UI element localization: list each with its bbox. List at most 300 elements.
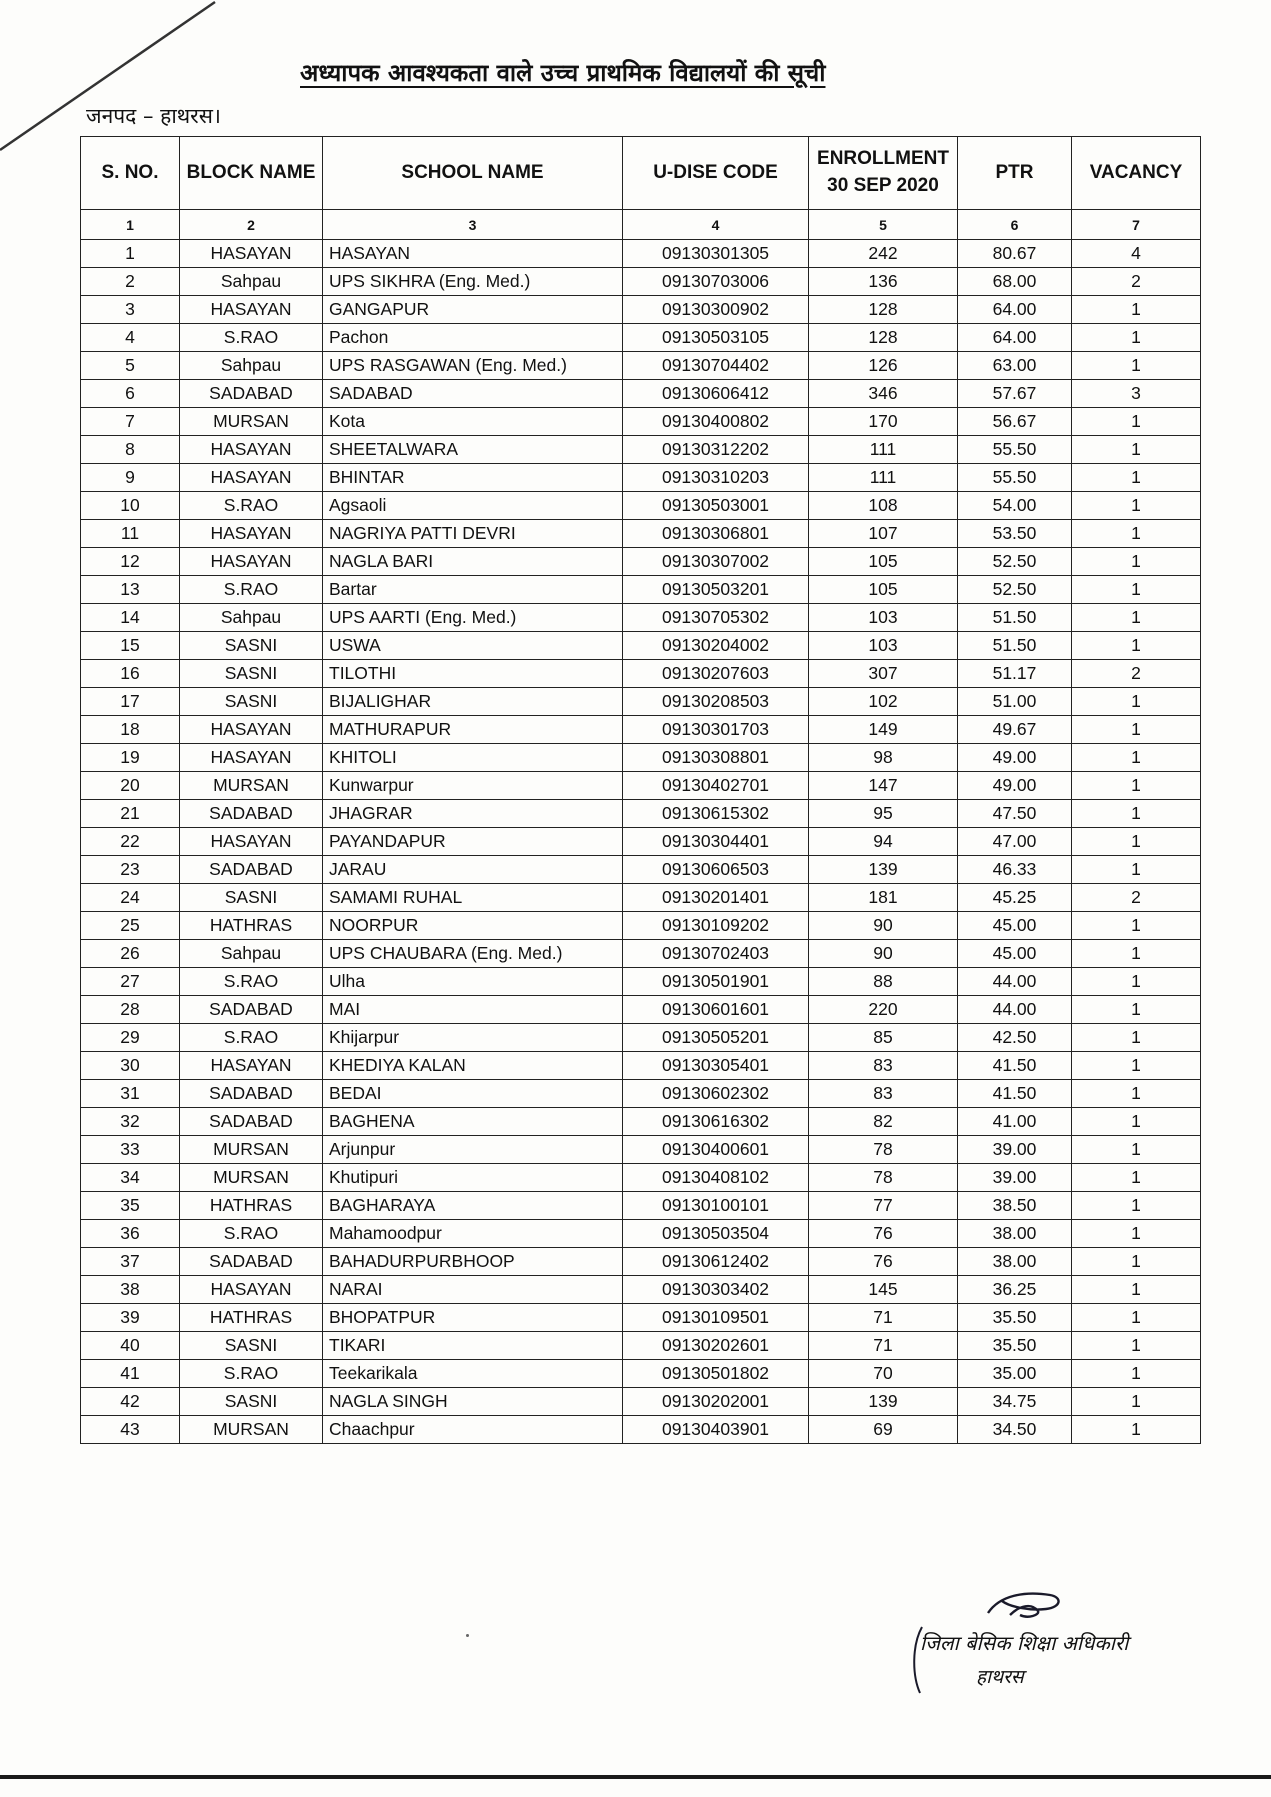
udise-cell: 09130307002 xyxy=(623,548,809,576)
block-cell: SADABAD xyxy=(180,996,323,1024)
school-cell: BIJALIGHAR xyxy=(323,688,623,716)
school-cell: Ulha xyxy=(323,968,623,996)
udise-cell: 09130202001 xyxy=(623,1388,809,1416)
enrollment-cell: 307 xyxy=(809,660,958,688)
block-cell: S.RAO xyxy=(180,324,323,352)
serial-cell: 27 xyxy=(81,968,180,996)
scan-bottom-edge xyxy=(0,1775,1271,1779)
enrollment-cell: 83 xyxy=(809,1052,958,1080)
block-cell: HASAYAN xyxy=(180,240,323,268)
enrollment-cell: 149 xyxy=(809,716,958,744)
block-cell: HASAYAN xyxy=(180,744,323,772)
serial-cell: 35 xyxy=(81,1192,180,1220)
column-header: PTR xyxy=(958,137,1072,210)
enrollment-cell: 136 xyxy=(809,268,958,296)
udise-cell: 09130503201 xyxy=(623,576,809,604)
enrollment-cell: 71 xyxy=(809,1304,958,1332)
table-row xyxy=(81,996,1201,1024)
table-row xyxy=(81,352,1201,380)
block-cell: SASNI xyxy=(180,660,323,688)
school-cell: UPS CHAUBARA (Eng. Med.) xyxy=(323,940,623,968)
table-row xyxy=(81,1052,1201,1080)
column-number: 5 xyxy=(809,210,958,240)
block-cell: SASNI xyxy=(180,884,323,912)
ptr-cell: 49.67 xyxy=(958,716,1072,744)
vacancy-cell: 1 xyxy=(1072,1164,1201,1192)
ptr-cell: 38.00 xyxy=(958,1248,1072,1276)
enrollment-cell: 76 xyxy=(809,1220,958,1248)
udise-cell: 09130201401 xyxy=(623,884,809,912)
enrollment-cell: 107 xyxy=(809,520,958,548)
ptr-cell: 41.50 xyxy=(958,1052,1072,1080)
ptr-cell: 51.50 xyxy=(958,604,1072,632)
serial-cell: 2 xyxy=(81,268,180,296)
enrollment-cell: 78 xyxy=(809,1136,958,1164)
serial-cell: 3 xyxy=(81,296,180,324)
enrollment-cell: 76 xyxy=(809,1248,958,1276)
signature-scribble xyxy=(980,1585,1070,1625)
block-cell: HASAYAN xyxy=(180,716,323,744)
school-cell: BAGHARAYA xyxy=(323,1192,623,1220)
enrollment-cell: 147 xyxy=(809,772,958,800)
udise-cell: 09130304401 xyxy=(623,828,809,856)
school-cell: BAHADURPURBHOOP xyxy=(323,1248,623,1276)
signature-designation: जिला बेसिक शिक्षा अधिकारी xyxy=(920,1631,1129,1655)
table-header-row xyxy=(81,137,1201,210)
udise-cell: 09130402701 xyxy=(623,772,809,800)
enrollment-cell: 128 xyxy=(809,324,958,352)
school-cell: GANGAPUR xyxy=(323,296,623,324)
ptr-cell: 64.00 xyxy=(958,296,1072,324)
vacancy-cell: 1 xyxy=(1072,324,1201,352)
ptr-cell: 36.25 xyxy=(958,1276,1072,1304)
ptr-cell: 55.50 xyxy=(958,464,1072,492)
ptr-cell: 57.67 xyxy=(958,380,1072,408)
udise-cell: 09130602302 xyxy=(623,1080,809,1108)
enrollment-cell: 181 xyxy=(809,884,958,912)
ptr-cell: 51.50 xyxy=(958,632,1072,660)
serial-cell: 14 xyxy=(81,604,180,632)
enrollment-cell: 242 xyxy=(809,240,958,268)
table-row xyxy=(81,968,1201,996)
udise-cell: 09130503504 xyxy=(623,1220,809,1248)
vacancy-cell: 2 xyxy=(1072,660,1201,688)
column-header: U-DISE CODE xyxy=(623,137,809,210)
column-header: SCHOOL NAME xyxy=(323,137,623,210)
block-cell: S.RAO xyxy=(180,968,323,996)
ptr-cell: 80.67 xyxy=(958,240,1072,268)
vacancy-cell: 1 xyxy=(1072,856,1201,884)
vacancy-cell: 1 xyxy=(1072,520,1201,548)
table-row xyxy=(81,1164,1201,1192)
table-row xyxy=(81,324,1201,352)
table-row xyxy=(81,1080,1201,1108)
table-row xyxy=(81,240,1201,268)
school-cell: BAGHENA xyxy=(323,1108,623,1136)
serial-cell: 15 xyxy=(81,632,180,660)
ptr-cell: 34.75 xyxy=(958,1388,1072,1416)
udise-cell: 09130505201 xyxy=(623,1024,809,1052)
table-row xyxy=(81,520,1201,548)
udise-cell: 09130207603 xyxy=(623,660,809,688)
udise-cell: 09130503105 xyxy=(623,324,809,352)
table-row xyxy=(81,408,1201,436)
school-cell: UPS RASGAWAN (Eng. Med.) xyxy=(323,352,623,380)
column-header: S. NO. xyxy=(81,137,180,210)
signature-place: हाथरस xyxy=(976,1666,1024,1688)
block-cell: HASAYAN xyxy=(180,548,323,576)
enrollment-cell: 85 xyxy=(809,1024,958,1052)
vacancy-cell: 1 xyxy=(1072,996,1201,1024)
serial-cell: 12 xyxy=(81,548,180,576)
school-cell: UPS SIKHRA (Eng. Med.) xyxy=(323,268,623,296)
table-row xyxy=(81,1360,1201,1388)
school-cell: BEDAI xyxy=(323,1080,623,1108)
enrollment-cell: 70 xyxy=(809,1360,958,1388)
block-cell: SADABAD xyxy=(180,1108,323,1136)
enrollment-cell: 102 xyxy=(809,688,958,716)
enrollment-cell: 71 xyxy=(809,1332,958,1360)
school-cell: KHITOLI xyxy=(323,744,623,772)
serial-cell: 25 xyxy=(81,912,180,940)
enrollment-cell: 111 xyxy=(809,464,958,492)
school-cell: Teekarikala xyxy=(323,1360,623,1388)
udise-cell: 09130308801 xyxy=(623,744,809,772)
ptr-cell: 68.00 xyxy=(958,268,1072,296)
vacancy-cell: 1 xyxy=(1072,940,1201,968)
ptr-cell: 49.00 xyxy=(958,772,1072,800)
enrollment-cell: 90 xyxy=(809,912,958,940)
block-cell: Sahpau xyxy=(180,352,323,380)
block-cell: SASNI xyxy=(180,688,323,716)
ptr-cell: 39.00 xyxy=(958,1136,1072,1164)
block-cell: MURSAN xyxy=(180,1164,323,1192)
serial-cell: 9 xyxy=(81,464,180,492)
block-cell: S.RAO xyxy=(180,1024,323,1052)
block-cell: SADABAD xyxy=(180,380,323,408)
ptr-cell: 44.00 xyxy=(958,996,1072,1024)
ptr-cell: 53.50 xyxy=(958,520,1072,548)
table-row xyxy=(81,632,1201,660)
serial-cell: 34 xyxy=(81,1164,180,1192)
serial-cell: 29 xyxy=(81,1024,180,1052)
block-cell: SADABAD xyxy=(180,1248,323,1276)
scan-speck xyxy=(466,1634,469,1637)
ptr-cell: 38.50 xyxy=(958,1192,1072,1220)
udise-cell: 09130310203 xyxy=(623,464,809,492)
school-cell: BHOPATPUR xyxy=(323,1304,623,1332)
ptr-cell: 51.17 xyxy=(958,660,1072,688)
enrollment-cell: 139 xyxy=(809,1388,958,1416)
table-row xyxy=(81,492,1201,520)
table-row xyxy=(81,268,1201,296)
serial-cell: 1 xyxy=(81,240,180,268)
vacancy-cell: 1 xyxy=(1072,408,1201,436)
udise-cell: 09130503001 xyxy=(623,492,809,520)
enrollment-cell: 220 xyxy=(809,996,958,1024)
vacancy-cell: 1 xyxy=(1072,1276,1201,1304)
ptr-cell: 41.00 xyxy=(958,1108,1072,1136)
enrollment-cell: 69 xyxy=(809,1416,958,1444)
block-cell: SADABAD xyxy=(180,856,323,884)
serial-cell: 30 xyxy=(81,1052,180,1080)
enrollment-cell: 88 xyxy=(809,968,958,996)
school-cell: MATHURAPUR xyxy=(323,716,623,744)
table-row xyxy=(81,576,1201,604)
ptr-cell: 49.00 xyxy=(958,744,1072,772)
school-cell: NAGLA BARI xyxy=(323,548,623,576)
school-cell: JHAGRAR xyxy=(323,800,623,828)
ptr-cell: 55.50 xyxy=(958,436,1072,464)
school-cell: BHINTAR xyxy=(323,464,623,492)
ptr-cell: 39.00 xyxy=(958,1164,1072,1192)
vacancy-cell: 1 xyxy=(1072,464,1201,492)
udise-cell: 09130400601 xyxy=(623,1136,809,1164)
vacancy-cell: 1 xyxy=(1072,772,1201,800)
page-title: अध्यापक आवश्यकता वाले उच्च प्राथमिक विद्यालयों की सूची xyxy=(300,59,826,87)
ptr-cell: 35.50 xyxy=(958,1304,1072,1332)
udise-cell: 09130301703 xyxy=(623,716,809,744)
column-number: 2 xyxy=(180,210,323,240)
vacancy-cell: 1 xyxy=(1072,968,1201,996)
ptr-cell: 35.00 xyxy=(958,1360,1072,1388)
vacancy-cell: 1 xyxy=(1072,576,1201,604)
ptr-cell: 42.50 xyxy=(958,1024,1072,1052)
vacancy-cell: 1 xyxy=(1072,688,1201,716)
serial-cell: 11 xyxy=(81,520,180,548)
serial-cell: 26 xyxy=(81,940,180,968)
udise-cell: 09130301305 xyxy=(623,240,809,268)
school-cell: Chaachpur xyxy=(323,1416,623,1444)
serial-cell: 43 xyxy=(81,1416,180,1444)
vacancy-cell: 1 xyxy=(1072,1052,1201,1080)
udise-cell: 09130612402 xyxy=(623,1248,809,1276)
serial-cell: 7 xyxy=(81,408,180,436)
school-cell: NARAI xyxy=(323,1276,623,1304)
school-cell: Arjunpur xyxy=(323,1136,623,1164)
enrollment-cell: 82 xyxy=(809,1108,958,1136)
table-row xyxy=(81,1136,1201,1164)
udise-cell: 09130109501 xyxy=(623,1304,809,1332)
serial-cell: 10 xyxy=(81,492,180,520)
enrollment-cell: 346 xyxy=(809,380,958,408)
ptr-cell: 45.00 xyxy=(958,912,1072,940)
school-cell: UPS AARTI (Eng. Med.) xyxy=(323,604,623,632)
school-cell: USWA xyxy=(323,632,623,660)
school-cell: Khutipuri xyxy=(323,1164,623,1192)
table-row xyxy=(81,296,1201,324)
ptr-cell: 56.67 xyxy=(958,408,1072,436)
school-cell: Bartar xyxy=(323,576,623,604)
block-cell: HASAYAN xyxy=(180,520,323,548)
udise-cell: 09130616302 xyxy=(623,1108,809,1136)
table-row xyxy=(81,1192,1201,1220)
serial-cell: 5 xyxy=(81,352,180,380)
table-row xyxy=(81,604,1201,632)
table-row xyxy=(81,688,1201,716)
enrollment-cell: 111 xyxy=(809,436,958,464)
serial-cell: 39 xyxy=(81,1304,180,1332)
table-row xyxy=(81,380,1201,408)
enrollment-cell: 83 xyxy=(809,1080,958,1108)
vacancy-cell: 1 xyxy=(1072,1024,1201,1052)
column-number: 1 xyxy=(81,210,180,240)
vacancy-cell: 3 xyxy=(1072,380,1201,408)
block-cell: HASAYAN xyxy=(180,1052,323,1080)
school-cell: Kota xyxy=(323,408,623,436)
table-row xyxy=(81,1416,1201,1444)
serial-cell: 36 xyxy=(81,1220,180,1248)
block-cell: SASNI xyxy=(180,632,323,660)
serial-cell: 28 xyxy=(81,996,180,1024)
block-cell: SADABAD xyxy=(180,800,323,828)
vacancy-cell: 1 xyxy=(1072,828,1201,856)
table-row xyxy=(81,940,1201,968)
udise-cell: 09130208503 xyxy=(623,688,809,716)
udise-cell: 09130100101 xyxy=(623,1192,809,1220)
ptr-cell: 45.00 xyxy=(958,940,1072,968)
table-row xyxy=(81,800,1201,828)
district-label: जनपद – हाथरस। xyxy=(86,104,221,128)
school-cell: TIKARI xyxy=(323,1332,623,1360)
block-cell: HASAYAN xyxy=(180,464,323,492)
block-cell: SASNI xyxy=(180,1332,323,1360)
udise-cell: 09130501802 xyxy=(623,1360,809,1388)
table-row xyxy=(81,1024,1201,1052)
vacancy-cell: 1 xyxy=(1072,1416,1201,1444)
udise-cell: 09130312202 xyxy=(623,436,809,464)
vacancy-cell: 1 xyxy=(1072,1388,1201,1416)
column-header: VACANCY xyxy=(1072,137,1201,210)
serial-cell: 22 xyxy=(81,828,180,856)
enrollment-cell: 78 xyxy=(809,1164,958,1192)
udise-cell: 09130303402 xyxy=(623,1276,809,1304)
ptr-cell: 46.33 xyxy=(958,856,1072,884)
school-cell: MAI xyxy=(323,996,623,1024)
enrollment-cell: 95 xyxy=(809,800,958,828)
serial-cell: 32 xyxy=(81,1108,180,1136)
serial-cell: 20 xyxy=(81,772,180,800)
udise-cell: 09130408102 xyxy=(623,1164,809,1192)
udise-cell: 09130306801 xyxy=(623,520,809,548)
school-cell: Mahamoodpur xyxy=(323,1220,623,1248)
block-cell: MURSAN xyxy=(180,408,323,436)
table-row xyxy=(81,1276,1201,1304)
enrollment-cell: 170 xyxy=(809,408,958,436)
serial-cell: 4 xyxy=(81,324,180,352)
vacancy-cell: 1 xyxy=(1072,1360,1201,1388)
ptr-cell: 45.25 xyxy=(958,884,1072,912)
ptr-cell: 41.50 xyxy=(958,1080,1072,1108)
udise-cell: 09130202601 xyxy=(623,1332,809,1360)
school-cell: Pachon xyxy=(323,324,623,352)
udise-cell: 09130703006 xyxy=(623,268,809,296)
school-cell: Agsaoli xyxy=(323,492,623,520)
ptr-cell: 34.50 xyxy=(958,1416,1072,1444)
vacancy-cell: 1 xyxy=(1072,548,1201,576)
ptr-cell: 54.00 xyxy=(958,492,1072,520)
serial-cell: 17 xyxy=(81,688,180,716)
ptr-cell: 44.00 xyxy=(958,968,1072,996)
serial-cell: 40 xyxy=(81,1332,180,1360)
vacancy-cell: 1 xyxy=(1072,1108,1201,1136)
column-number: 3 xyxy=(323,210,623,240)
serial-cell: 31 xyxy=(81,1080,180,1108)
enrollment-cell: 105 xyxy=(809,576,958,604)
block-cell: MURSAN xyxy=(180,1416,323,1444)
school-cell: Kunwarpur xyxy=(323,772,623,800)
table-row xyxy=(81,884,1201,912)
vacancy-cell: 1 xyxy=(1072,492,1201,520)
udise-cell: 09130606503 xyxy=(623,856,809,884)
serial-cell: 13 xyxy=(81,576,180,604)
table-row xyxy=(81,464,1201,492)
vacancy-cell: 1 xyxy=(1072,604,1201,632)
block-cell: Sahpau xyxy=(180,268,323,296)
block-cell: MURSAN xyxy=(180,772,323,800)
table-row xyxy=(81,828,1201,856)
ptr-cell: 52.50 xyxy=(958,548,1072,576)
udise-cell: 09130615302 xyxy=(623,800,809,828)
block-cell: S.RAO xyxy=(180,492,323,520)
block-cell: HASAYAN xyxy=(180,296,323,324)
enrollment-cell: 103 xyxy=(809,604,958,632)
column-number: 6 xyxy=(958,210,1072,240)
ptr-cell: 51.00 xyxy=(958,688,1072,716)
ptr-cell: 38.00 xyxy=(958,1220,1072,1248)
serial-cell: 33 xyxy=(81,1136,180,1164)
vacancy-cell: 1 xyxy=(1072,1220,1201,1248)
udise-cell: 09130501901 xyxy=(623,968,809,996)
serial-cell: 24 xyxy=(81,884,180,912)
serial-cell: 38 xyxy=(81,1276,180,1304)
udise-cell: 09130204002 xyxy=(623,632,809,660)
vacancy-cell: 1 xyxy=(1072,1332,1201,1360)
table-row xyxy=(81,716,1201,744)
ptr-cell: 64.00 xyxy=(958,324,1072,352)
vacancy-cell: 1 xyxy=(1072,800,1201,828)
block-cell: HASAYAN xyxy=(180,436,323,464)
serial-cell: 16 xyxy=(81,660,180,688)
udise-cell: 09130300902 xyxy=(623,296,809,324)
column-header: BLOCK NAME xyxy=(180,137,323,210)
column-number: 7 xyxy=(1072,210,1201,240)
udise-cell: 09130403901 xyxy=(623,1416,809,1444)
ptr-cell: 52.50 xyxy=(958,576,1072,604)
enrollment-cell: 98 xyxy=(809,744,958,772)
serial-cell: 23 xyxy=(81,856,180,884)
block-cell: HASAYAN xyxy=(180,828,323,856)
ptr-cell: 47.00 xyxy=(958,828,1072,856)
table-row xyxy=(81,548,1201,576)
ptr-cell: 63.00 xyxy=(958,352,1072,380)
school-cell: PAYANDAPUR xyxy=(323,828,623,856)
table-row xyxy=(81,1220,1201,1248)
vacancy-cell: 1 xyxy=(1072,716,1201,744)
block-cell: HATHRAS xyxy=(180,1192,323,1220)
school-cell: Khijarpur xyxy=(323,1024,623,1052)
block-cell: MURSAN xyxy=(180,1136,323,1164)
serial-cell: 8 xyxy=(81,436,180,464)
block-cell: S.RAO xyxy=(180,1220,323,1248)
column-header: ENROLLMENT 30 SEP 2020 xyxy=(809,137,958,210)
school-cell: HASAYAN xyxy=(323,240,623,268)
serial-cell: 6 xyxy=(81,380,180,408)
block-cell: HASAYAN xyxy=(180,1276,323,1304)
udise-cell: 09130704402 xyxy=(623,352,809,380)
ptr-cell: 35.50 xyxy=(958,1332,1072,1360)
table-row xyxy=(81,1304,1201,1332)
